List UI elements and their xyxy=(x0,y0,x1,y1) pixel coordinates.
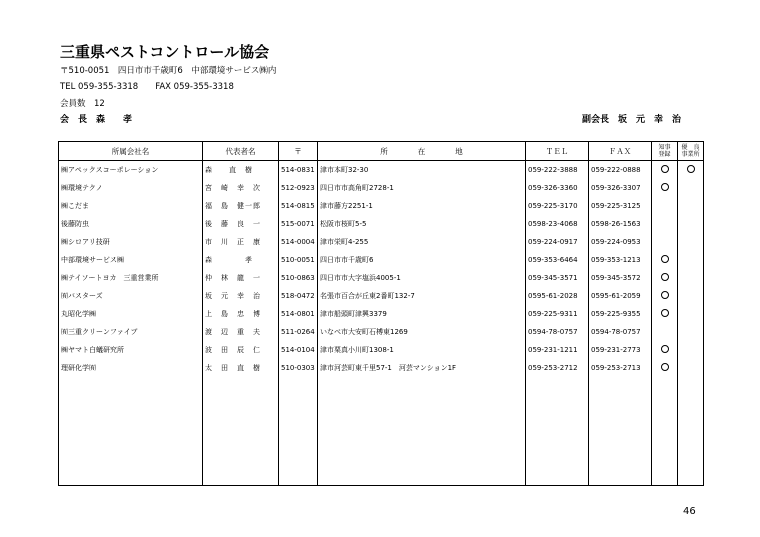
cell-exc-mark xyxy=(678,233,704,251)
cell-empty xyxy=(203,377,279,395)
cell-exc-mark xyxy=(678,251,704,269)
cell-zip: 510-0863 xyxy=(279,269,318,287)
cell-zip: 514-0004 xyxy=(279,233,318,251)
table-row-empty xyxy=(59,467,704,486)
cell-zip: 512-0923 xyxy=(279,179,318,197)
cell-exc-mark xyxy=(678,287,704,305)
cell-empty xyxy=(526,395,589,413)
cell-exc-mark xyxy=(678,269,704,287)
table-row xyxy=(59,287,704,305)
cell-fax: 059-345-3572 xyxy=(589,269,652,287)
cell-zip: 514-0831 xyxy=(279,161,318,180)
cell-company: ㈱ヤマト白蟻研究所 xyxy=(59,341,203,359)
cell-empty xyxy=(279,449,318,467)
col-governor-line2: 登録 xyxy=(658,151,671,158)
member-table xyxy=(58,141,704,486)
cell-fax: 0598-26-1563 xyxy=(589,215,652,233)
cell-gov-mark xyxy=(652,287,678,305)
table-row xyxy=(59,161,704,180)
association-address: 〒510-0051 四日市市千歳町6 中部環境サービス㈱内 xyxy=(60,66,277,76)
cell-empty xyxy=(279,413,318,431)
table-row-empty xyxy=(59,431,704,449)
circle-mark-icon xyxy=(661,345,669,353)
cell-empty xyxy=(678,377,704,395)
circle-mark-icon xyxy=(661,165,669,173)
cell-fax: 059-225-3125 xyxy=(589,197,652,215)
cell-gov-mark xyxy=(652,215,678,233)
cell-tel: 059-253-2712 xyxy=(526,359,589,377)
cell-fax: 059-231-2773 xyxy=(589,341,652,359)
cell-empty xyxy=(589,395,652,413)
cell-addr: 津市河芸町東千里57-1 河芸マンション1F xyxy=(318,359,526,377)
col-company: 所属会社名 xyxy=(59,142,203,161)
cell-empty xyxy=(59,395,203,413)
cell-gov-mark xyxy=(652,233,678,251)
cell-empty xyxy=(526,377,589,395)
cell-gov-mark xyxy=(652,305,678,323)
col-tel: ＴＥＬ xyxy=(526,142,589,161)
cell-gov-mark xyxy=(652,269,678,287)
table-row xyxy=(59,179,704,197)
cell-zip: 514-0815 xyxy=(279,197,318,215)
cell-exc-mark xyxy=(678,161,704,180)
cell-rep: 仲 林 龍 一 xyxy=(203,269,279,287)
cell-empty xyxy=(589,431,652,449)
president: 会 長 森 孝 xyxy=(60,115,133,125)
col-excellent-business xyxy=(678,142,704,161)
table-row xyxy=(59,269,704,287)
table-row xyxy=(59,251,704,269)
cell-rep: 坂 元 幸 治 xyxy=(203,287,279,305)
cell-exc-mark xyxy=(678,341,704,359)
cell-rep: 森 孝 xyxy=(203,251,279,269)
cell-exc-mark xyxy=(678,305,704,323)
cell-empty xyxy=(652,377,678,395)
cell-empty xyxy=(279,395,318,413)
cell-rep: 宮 崎 幸 次 xyxy=(203,179,279,197)
cell-empty xyxy=(318,377,526,395)
cell-rep: 福 島 健一郎 xyxy=(203,197,279,215)
table-header-row xyxy=(59,142,704,161)
table-row xyxy=(59,215,704,233)
cell-empty xyxy=(279,431,318,449)
cell-company: 後藤防虫 xyxy=(59,215,203,233)
cell-tel: 059-222-3888 xyxy=(526,161,589,180)
cell-empty xyxy=(59,377,203,395)
cell-empty xyxy=(526,431,589,449)
table-row xyxy=(59,305,704,323)
cell-empty xyxy=(318,467,526,486)
circle-mark-icon xyxy=(661,291,669,299)
cell-addr: 津市藤方2251-1 xyxy=(318,197,526,215)
cell-fax: 059-353-1213 xyxy=(589,251,652,269)
cell-gov-mark xyxy=(652,323,678,341)
cell-tel: 059-353-6464 xyxy=(526,251,589,269)
table-row-empty xyxy=(59,395,704,413)
cell-empty xyxy=(203,413,279,431)
cell-fax: 059-224-0953 xyxy=(589,233,652,251)
cell-tel: 059-326-3360 xyxy=(526,179,589,197)
cell-empty xyxy=(678,431,704,449)
cell-addr: 松阪市桜町5-5 xyxy=(318,215,526,233)
cell-zip: 510-0303 xyxy=(279,359,318,377)
cell-rep: 森 直 樹 xyxy=(203,161,279,180)
cell-empty xyxy=(678,449,704,467)
cell-gov-mark xyxy=(652,359,678,377)
cell-empty xyxy=(526,467,589,486)
cell-company: ㈱アペックスコーポレーション xyxy=(59,161,203,180)
table-row xyxy=(59,341,704,359)
table-row-empty xyxy=(59,377,704,395)
col-representative: 代表者名 xyxy=(203,142,279,161)
cell-empty xyxy=(318,431,526,449)
col-governor-line1: 知事 xyxy=(658,144,671,151)
cell-addr: 津市栗真小川町1308-1 xyxy=(318,341,526,359)
cell-addr: 津市栄町4-255 xyxy=(318,233,526,251)
cell-addr: 四日市市高角町2728-1 xyxy=(318,179,526,197)
cell-empty xyxy=(318,413,526,431)
cell-company: ㈲三重クリーンファイブ xyxy=(59,323,203,341)
cell-empty xyxy=(678,395,704,413)
cell-empty xyxy=(678,467,704,486)
cell-addr: いなべ市大安町石榑東1269 xyxy=(318,323,526,341)
cell-company: ㈱こだま xyxy=(59,197,203,215)
cell-zip: 515-0071 xyxy=(279,215,318,233)
cell-empty xyxy=(589,467,652,486)
cell-gov-mark xyxy=(652,251,678,269)
cell-gov-mark xyxy=(652,341,678,359)
circle-mark-icon xyxy=(661,363,669,371)
cell-company: ㈱環境テクノ xyxy=(59,179,203,197)
cell-empty xyxy=(652,449,678,467)
cell-tel: 059-231-1211 xyxy=(526,341,589,359)
cell-empty xyxy=(652,395,678,413)
cell-empty xyxy=(652,431,678,449)
col-excellent-line1: 優 良 xyxy=(681,144,700,151)
cell-fax: 059-326-3307 xyxy=(589,179,652,197)
cell-rep: 波 田 辰 仁 xyxy=(203,341,279,359)
table-row xyxy=(59,197,704,215)
cell-company: ㈱テイソートヨカ 三重営業所 xyxy=(59,269,203,287)
cell-fax: 0595-61-2059 xyxy=(589,287,652,305)
cell-company: 理研化学㈲ xyxy=(59,359,203,377)
circle-mark-icon xyxy=(661,255,669,263)
table-row-empty xyxy=(59,413,704,431)
circle-mark-icon xyxy=(661,183,669,191)
cell-empty xyxy=(203,449,279,467)
cell-fax: 0594-78-0757 xyxy=(589,323,652,341)
cell-gov-mark xyxy=(652,197,678,215)
circle-mark-icon xyxy=(661,309,669,317)
cell-empty xyxy=(203,431,279,449)
vice-president: 副会長 坂 元 幸 治 xyxy=(582,115,682,125)
cell-zip: 514-0801 xyxy=(279,305,318,323)
table-row xyxy=(59,359,704,377)
cell-rep: 太 田 直 樹 xyxy=(203,359,279,377)
cell-exc-mark xyxy=(678,179,704,197)
cell-addr: 名張市百合が丘東2番町132-7 xyxy=(318,287,526,305)
col-address: 所 在 地 xyxy=(318,142,526,161)
cell-gov-mark xyxy=(652,179,678,197)
cell-tel: 0594-78-0757 xyxy=(526,323,589,341)
cell-tel: 059-345-3571 xyxy=(526,269,589,287)
cell-company: 丸昭化学㈱ xyxy=(59,305,203,323)
cell-zip: 511-0264 xyxy=(279,323,318,341)
cell-empty xyxy=(59,413,203,431)
cell-empty xyxy=(279,467,318,486)
cell-tel: 059-224-0917 xyxy=(526,233,589,251)
cell-zip: 514-0104 xyxy=(279,341,318,359)
cell-rep: 市 川 正 康 xyxy=(203,233,279,251)
cell-exc-mark xyxy=(678,197,704,215)
cell-empty xyxy=(203,467,279,486)
cell-empty xyxy=(279,377,318,395)
circle-mark-icon xyxy=(661,273,669,281)
cell-empty xyxy=(678,413,704,431)
member-count: 会員数 12 xyxy=(60,99,105,109)
cell-rep: 渡 辺 重 夫 xyxy=(203,323,279,341)
col-fax: ＦＡＸ xyxy=(589,142,652,161)
cell-zip: 510-0051 xyxy=(279,251,318,269)
cell-exc-mark xyxy=(678,323,704,341)
col-excellent-line2: 事業所 xyxy=(681,151,700,158)
association-tel-fax: TEL 059-355-3318 FAX 059-355-3318 xyxy=(60,82,234,92)
cell-addr: 四日市市大字塩浜4005-1 xyxy=(318,269,526,287)
cell-empty xyxy=(652,467,678,486)
cell-fax: 059-253-2713 xyxy=(589,359,652,377)
cell-tel: 0598-23-4068 xyxy=(526,215,589,233)
association-title: 三重県ペストコントロール協会 xyxy=(60,43,270,61)
cell-empty xyxy=(203,395,279,413)
cell-empty xyxy=(526,413,589,431)
cell-addr: 津市本町32-30 xyxy=(318,161,526,180)
cell-empty xyxy=(59,449,203,467)
cell-addr: 津市船頭町津興3379 xyxy=(318,305,526,323)
cell-company: ㈲バスターズ xyxy=(59,287,203,305)
cell-empty xyxy=(589,413,652,431)
cell-empty xyxy=(59,467,203,486)
cell-rep: 上 島 忠 博 xyxy=(203,305,279,323)
cell-exc-mark xyxy=(678,359,704,377)
cell-tel: 0595-61-2028 xyxy=(526,287,589,305)
cell-empty xyxy=(318,449,526,467)
circle-mark-icon xyxy=(687,165,695,173)
col-governor-registered xyxy=(652,142,678,161)
col-zip: 〒 xyxy=(279,142,318,161)
cell-empty xyxy=(589,377,652,395)
cell-company: 中部環境サービス㈱ xyxy=(59,251,203,269)
cell-fax: 059-225-9355 xyxy=(589,305,652,323)
cell-empty xyxy=(589,449,652,467)
cell-exc-mark xyxy=(678,215,704,233)
cell-zip: 518-0472 xyxy=(279,287,318,305)
cell-addr: 四日市市千歳町6 xyxy=(318,251,526,269)
cell-gov-mark xyxy=(652,161,678,180)
cell-fax: 059-222-0888 xyxy=(589,161,652,180)
cell-empty xyxy=(652,413,678,431)
cell-tel: 059-225-9311 xyxy=(526,305,589,323)
cell-company: ㈱シロアリ技研 xyxy=(59,233,203,251)
table-row xyxy=(59,233,704,251)
table-row xyxy=(59,323,704,341)
cell-rep: 後 藤 良 一 xyxy=(203,215,279,233)
cell-empty xyxy=(318,395,526,413)
cell-empty xyxy=(526,449,589,467)
table-row-empty xyxy=(59,449,704,467)
page-number: 46 xyxy=(683,506,696,517)
cell-tel: 059-225-3170 xyxy=(526,197,589,215)
cell-empty xyxy=(59,431,203,449)
